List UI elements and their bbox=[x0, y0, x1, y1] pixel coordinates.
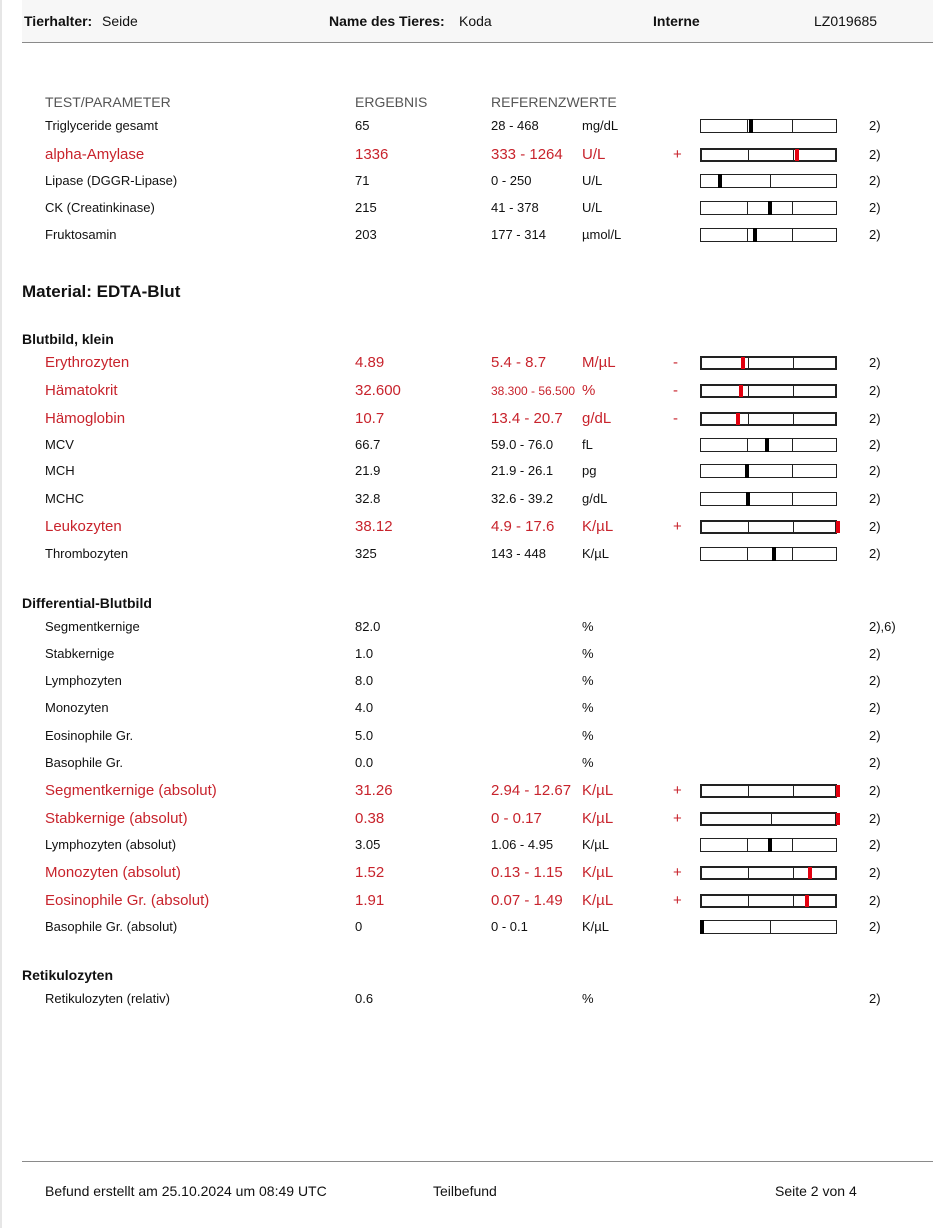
range-boundary-tick bbox=[747, 229, 748, 241]
reference-range: 13.4 - 20.7 bbox=[491, 410, 563, 427]
range-boundary-tick bbox=[793, 868, 794, 878]
result-row-eosinophile-gr-absolut bbox=[0, 891, 940, 911]
reference-range: 0 - 0.1 bbox=[491, 919, 528, 934]
result-value: 215 bbox=[355, 200, 377, 215]
result-position-marker bbox=[749, 119, 753, 133]
result-value: 1.52 bbox=[355, 864, 385, 881]
parameter-name: Monozyten bbox=[45, 700, 109, 715]
result-row-ck-creatinkinase bbox=[0, 198, 940, 218]
result-row-thrombozyten bbox=[0, 544, 940, 564]
result-row-segmentkernige bbox=[0, 617, 940, 637]
footnote: 2),6) bbox=[869, 619, 896, 634]
unit: M/µL bbox=[582, 354, 616, 371]
result-row-monozyten bbox=[0, 698, 940, 718]
range-boundary-tick bbox=[747, 120, 748, 132]
result-position-marker bbox=[718, 174, 722, 188]
parameter-name: Eosinophile Gr. bbox=[45, 728, 134, 743]
range-boundary-tick bbox=[770, 921, 771, 933]
result-value: 0 bbox=[355, 919, 363, 934]
footer-created: Befund erstellt am 25.10.2024 um 08:49 UTC bbox=[45, 1183, 327, 1199]
result-position-marker bbox=[836, 785, 840, 797]
owner-value: Seide bbox=[102, 13, 138, 29]
range-indicator-bar bbox=[700, 438, 837, 452]
footnote: 2) bbox=[869, 728, 881, 743]
parameter-name: Stabkernige (absolut) bbox=[45, 810, 188, 827]
footnote: 2) bbox=[869, 546, 881, 561]
footnote: 2) bbox=[869, 865, 881, 880]
parameter-name: alpha-Amylase bbox=[45, 146, 145, 163]
unit: U/L bbox=[582, 173, 603, 188]
range-boundary-tick bbox=[747, 439, 748, 451]
footnote: 2) bbox=[869, 491, 881, 506]
parameter-name: MCH bbox=[45, 463, 75, 478]
result-position-marker bbox=[808, 867, 812, 879]
range-boundary-tick bbox=[747, 548, 748, 560]
range-indicator-bar bbox=[700, 838, 837, 852]
unit: U/L bbox=[582, 146, 606, 163]
unit: % bbox=[582, 673, 594, 688]
result-row-mch bbox=[0, 461, 940, 481]
retikulozyten-heading: Retikulozyten bbox=[22, 967, 114, 983]
parameter-name: Hämatokrit bbox=[45, 382, 118, 399]
range-indicator-bar bbox=[700, 492, 837, 506]
unit: K/µL bbox=[582, 518, 614, 535]
result-value: 66.7 bbox=[355, 437, 381, 452]
range-boundary-tick bbox=[770, 175, 771, 187]
result-row-lipase-dggr-lipase bbox=[0, 171, 940, 191]
unit: K/µL bbox=[582, 782, 614, 799]
parameter-name: Segmentkernige bbox=[45, 619, 140, 634]
parameter-name: MCHC bbox=[45, 491, 84, 506]
result-position-marker bbox=[765, 438, 769, 452]
unit: fL bbox=[582, 437, 593, 452]
footer-page: Seite 2 von 4 bbox=[775, 1183, 857, 1199]
parameter-name: Basophile Gr. bbox=[45, 755, 124, 770]
result-position-marker bbox=[753, 228, 757, 242]
result-value: 0.0 bbox=[355, 755, 374, 770]
parameter-name: Triglyceride gesamt bbox=[45, 118, 158, 133]
reference-range: 0.13 - 1.15 bbox=[491, 864, 563, 881]
range-boundary-tick bbox=[748, 868, 749, 878]
result-row-stabkernige-absolut bbox=[0, 809, 940, 829]
reference-range: 38.300 - 56.500 bbox=[491, 384, 576, 398]
differential-heading: Differential-Blutbild bbox=[22, 595, 152, 611]
range-boundary-tick bbox=[748, 358, 749, 368]
footnote: 2) bbox=[869, 991, 881, 1006]
parameter-name: Hämoglobin bbox=[45, 410, 126, 427]
blutbild-heading: Blutbild, klein bbox=[22, 331, 114, 347]
result-position-marker bbox=[836, 813, 840, 825]
range-indicator-bar bbox=[700, 520, 837, 534]
reference-range: 1.06 - 4.95 bbox=[491, 837, 554, 852]
result-row-lymphozyten-absolut bbox=[0, 835, 940, 855]
col-reference-header: REFERENZWERTE bbox=[491, 94, 617, 110]
range-indicator-bar bbox=[700, 894, 837, 908]
parameter-name: MCV bbox=[45, 437, 74, 452]
result-row-hämatokrit bbox=[0, 381, 940, 401]
range-boundary-tick bbox=[793, 786, 794, 796]
range-boundary-tick bbox=[792, 839, 793, 851]
range-boundary-tick bbox=[792, 120, 793, 132]
result-row-mchc bbox=[0, 489, 940, 509]
unit: K/µL bbox=[582, 546, 610, 561]
result-value: 8.0 bbox=[355, 673, 374, 688]
unit: % bbox=[582, 619, 594, 634]
result-row-fruktosamin bbox=[0, 225, 940, 245]
range-boundary-tick bbox=[792, 465, 793, 477]
result-value: 203 bbox=[355, 227, 377, 242]
unit: % bbox=[582, 755, 594, 770]
result-row-lymphozyten bbox=[0, 671, 940, 691]
range-indicator-bar bbox=[700, 384, 837, 398]
footnote: 2) bbox=[869, 383, 881, 398]
result-row-leukozyten bbox=[0, 517, 940, 537]
flag: - bbox=[673, 354, 678, 371]
unit: % bbox=[582, 700, 594, 715]
result-position-marker bbox=[700, 920, 704, 934]
parameter-name: Lipase (DGGR-Lipase) bbox=[45, 173, 178, 188]
range-indicator-bar bbox=[700, 356, 837, 370]
range-indicator-bar bbox=[700, 412, 837, 426]
unit: K/µL bbox=[582, 837, 610, 852]
range-boundary-tick bbox=[792, 202, 793, 214]
reference-range: 5.4 - 8.7 bbox=[491, 354, 547, 371]
parameter-name: Lymphozyten (absolut) bbox=[45, 837, 177, 852]
footnote: 2) bbox=[869, 147, 881, 162]
unit: K/µL bbox=[582, 810, 614, 827]
result-value: 65 bbox=[355, 118, 370, 133]
footnote: 2) bbox=[869, 173, 881, 188]
result-position-marker bbox=[795, 149, 799, 161]
footnote: 2) bbox=[869, 673, 881, 688]
parameter-name: Retikulozyten (relativ) bbox=[45, 991, 170, 1006]
range-boundary-tick bbox=[748, 896, 749, 906]
range-indicator-bar bbox=[700, 119, 837, 133]
result-value: 82.0 bbox=[355, 619, 381, 634]
footnote: 2) bbox=[869, 227, 881, 242]
flag: + bbox=[673, 864, 682, 881]
footer-status: Teilbefund bbox=[433, 1183, 497, 1199]
result-value: 32.600 bbox=[355, 382, 401, 399]
parameter-name: Erythrozyten bbox=[45, 354, 130, 371]
range-boundary-tick bbox=[793, 386, 794, 396]
result-value: 1.0 bbox=[355, 646, 374, 661]
col-result-header: ERGEBNIS bbox=[355, 94, 428, 110]
animal-name-value: Koda bbox=[459, 13, 492, 29]
range-indicator-bar bbox=[700, 201, 837, 215]
parameter-name: Monozyten (absolut) bbox=[45, 864, 181, 881]
result-position-marker bbox=[746, 492, 750, 506]
result-position-marker bbox=[768, 201, 772, 215]
footnote: 2) bbox=[869, 646, 881, 661]
unit: g/dL bbox=[582, 491, 608, 506]
footnote: 2) bbox=[869, 411, 881, 426]
result-value: 31.26 bbox=[355, 782, 393, 799]
result-position-marker bbox=[768, 838, 772, 852]
result-value: 71 bbox=[355, 173, 370, 188]
footnote: 2) bbox=[869, 118, 881, 133]
result-position-marker bbox=[745, 464, 749, 478]
result-value: 32.8 bbox=[355, 491, 381, 506]
result-value: 4.89 bbox=[355, 354, 385, 371]
unit: % bbox=[582, 382, 596, 399]
reference-range: 0 - 0.17 bbox=[491, 810, 542, 827]
footnote: 2) bbox=[869, 700, 881, 715]
result-row-triglyceride-gesamt bbox=[0, 116, 940, 136]
result-value: 38.12 bbox=[355, 518, 393, 535]
result-row-monozyten-absolut bbox=[0, 863, 940, 883]
result-row-alpha-amylase bbox=[0, 145, 940, 165]
result-position-marker bbox=[836, 521, 840, 533]
reference-range: 59.0 - 76.0 bbox=[491, 437, 554, 452]
range-boundary-tick bbox=[793, 896, 794, 906]
col-test-header: TEST/PARAMETER bbox=[45, 94, 171, 110]
result-value: 4.0 bbox=[355, 700, 374, 715]
internal-id: LZ019685 bbox=[814, 13, 878, 29]
footnote: 2) bbox=[869, 837, 881, 852]
footnote: 2) bbox=[869, 755, 881, 770]
range-boundary-tick bbox=[748, 386, 749, 396]
footnote: 2) bbox=[869, 893, 881, 908]
result-row-basophile-gr bbox=[0, 753, 940, 773]
reference-range: 333 - 1264 bbox=[491, 146, 563, 163]
reference-range: 143 - 448 bbox=[491, 546, 546, 561]
parameter-name: Fruktosamin bbox=[45, 227, 117, 242]
result-row-basophile-gr-absolut bbox=[0, 917, 940, 937]
parameter-name: Eosinophile Gr. (absolut) bbox=[45, 892, 210, 909]
result-position-marker bbox=[805, 895, 809, 907]
range-boundary-tick bbox=[771, 814, 772, 824]
unit: K/µL bbox=[582, 919, 610, 934]
result-value: 1336 bbox=[355, 146, 389, 163]
parameter-name: Segmentkernige (absolut) bbox=[45, 782, 217, 799]
result-position-marker bbox=[739, 385, 743, 397]
range-indicator-bar bbox=[700, 148, 837, 162]
reference-range: 0.07 - 1.49 bbox=[491, 892, 563, 909]
range-boundary-tick bbox=[792, 493, 793, 505]
reference-range: 41 - 378 bbox=[491, 200, 539, 215]
unit: % bbox=[582, 646, 594, 661]
owner-label: Tierhalter: bbox=[24, 13, 93, 29]
unit: pg bbox=[582, 463, 597, 478]
range-boundary-tick bbox=[792, 439, 793, 451]
footnote: 2) bbox=[869, 437, 881, 452]
flag: + bbox=[673, 810, 682, 827]
flag: + bbox=[673, 518, 682, 535]
range-boundary-tick bbox=[792, 548, 793, 560]
result-row-erythrozyten bbox=[0, 353, 940, 373]
range-boundary-tick bbox=[793, 414, 794, 424]
footer-divider bbox=[22, 1161, 933, 1162]
material-heading: Material: EDTA-Blut bbox=[22, 282, 181, 301]
range-indicator-bar bbox=[700, 866, 837, 880]
result-value: 10.7 bbox=[355, 410, 385, 427]
range-indicator-bar bbox=[700, 547, 837, 561]
reference-range: 177 - 314 bbox=[491, 227, 546, 242]
parameter-name: Leukozyten bbox=[45, 518, 122, 535]
result-value: 21.9 bbox=[355, 463, 381, 478]
range-indicator-bar bbox=[700, 228, 837, 242]
unit: mg/dL bbox=[582, 118, 619, 133]
result-row-hämoglobin bbox=[0, 409, 940, 429]
reference-range: 21.9 - 26.1 bbox=[491, 463, 554, 478]
parameter-name: Stabkernige bbox=[45, 646, 115, 661]
result-position-marker bbox=[736, 413, 740, 425]
result-value: 3.05 bbox=[355, 837, 381, 852]
range-boundary-tick bbox=[792, 229, 793, 241]
unit: µmol/L bbox=[582, 227, 622, 242]
flag: + bbox=[673, 782, 682, 799]
flag: + bbox=[673, 892, 682, 909]
result-position-marker bbox=[741, 357, 745, 369]
result-value: 325 bbox=[355, 546, 377, 561]
flag: - bbox=[673, 410, 678, 427]
unit: K/µL bbox=[582, 864, 614, 881]
reference-range: 2.94 - 12.67 bbox=[491, 782, 572, 799]
parameter-name: CK (Creatinkinase) bbox=[45, 200, 155, 215]
result-value: 5.0 bbox=[355, 728, 374, 743]
unit: % bbox=[582, 728, 594, 743]
reference-range: 4.9 - 17.6 bbox=[491, 518, 555, 535]
unit: K/µL bbox=[582, 892, 614, 909]
result-row-stabkernige bbox=[0, 644, 940, 664]
range-indicator-bar bbox=[700, 920, 837, 934]
footnote: 2) bbox=[869, 463, 881, 478]
range-indicator-bar bbox=[700, 464, 837, 478]
reference-range: 32.6 - 39.2 bbox=[491, 491, 554, 506]
footnote: 2) bbox=[869, 811, 881, 826]
footnote: 2) bbox=[869, 919, 881, 934]
result-value: 0.38 bbox=[355, 810, 385, 827]
unit: g/dL bbox=[582, 410, 612, 427]
column-headers bbox=[0, 92, 940, 112]
flag: + bbox=[673, 146, 682, 163]
range-boundary-tick bbox=[748, 414, 749, 424]
result-row-eosinophile-gr bbox=[0, 726, 940, 746]
result-value: 1.91 bbox=[355, 892, 385, 909]
internal-label: Interne bbox=[653, 13, 700, 29]
result-row-mcv bbox=[0, 435, 940, 455]
range-indicator-bar bbox=[700, 784, 837, 798]
footnote: 2) bbox=[869, 355, 881, 370]
footnote: 2) bbox=[869, 783, 881, 798]
range-boundary-tick bbox=[793, 358, 794, 368]
range-boundary-tick bbox=[747, 839, 748, 851]
range-indicator-bar bbox=[700, 812, 837, 826]
animal-name-label: Name des Tieres: bbox=[329, 13, 445, 29]
footnote: 2) bbox=[869, 200, 881, 215]
flag: - bbox=[673, 382, 678, 399]
result-row-segmentkernige-absolut bbox=[0, 781, 940, 801]
unit: % bbox=[582, 991, 594, 1006]
parameter-name: Lymphozyten bbox=[45, 673, 122, 688]
range-boundary-tick bbox=[747, 202, 748, 214]
reference-range: 0 - 250 bbox=[491, 173, 532, 188]
range-boundary-tick bbox=[748, 522, 749, 532]
result-value: 0.6 bbox=[355, 991, 374, 1006]
range-boundary-tick bbox=[793, 522, 794, 532]
parameter-name: Basophile Gr. (absolut) bbox=[45, 919, 178, 934]
parameter-name: Thrombozyten bbox=[45, 546, 129, 561]
range-boundary-tick bbox=[748, 150, 749, 160]
result-position-marker bbox=[772, 547, 776, 561]
report-header bbox=[22, 0, 933, 43]
range-boundary-tick bbox=[748, 786, 749, 796]
unit: U/L bbox=[582, 200, 603, 215]
footnote: 2) bbox=[869, 519, 881, 534]
result-row-retikulozyten-relativ bbox=[0, 989, 940, 1009]
reference-range: 28 - 468 bbox=[491, 118, 539, 133]
range-indicator-bar bbox=[700, 174, 837, 188]
